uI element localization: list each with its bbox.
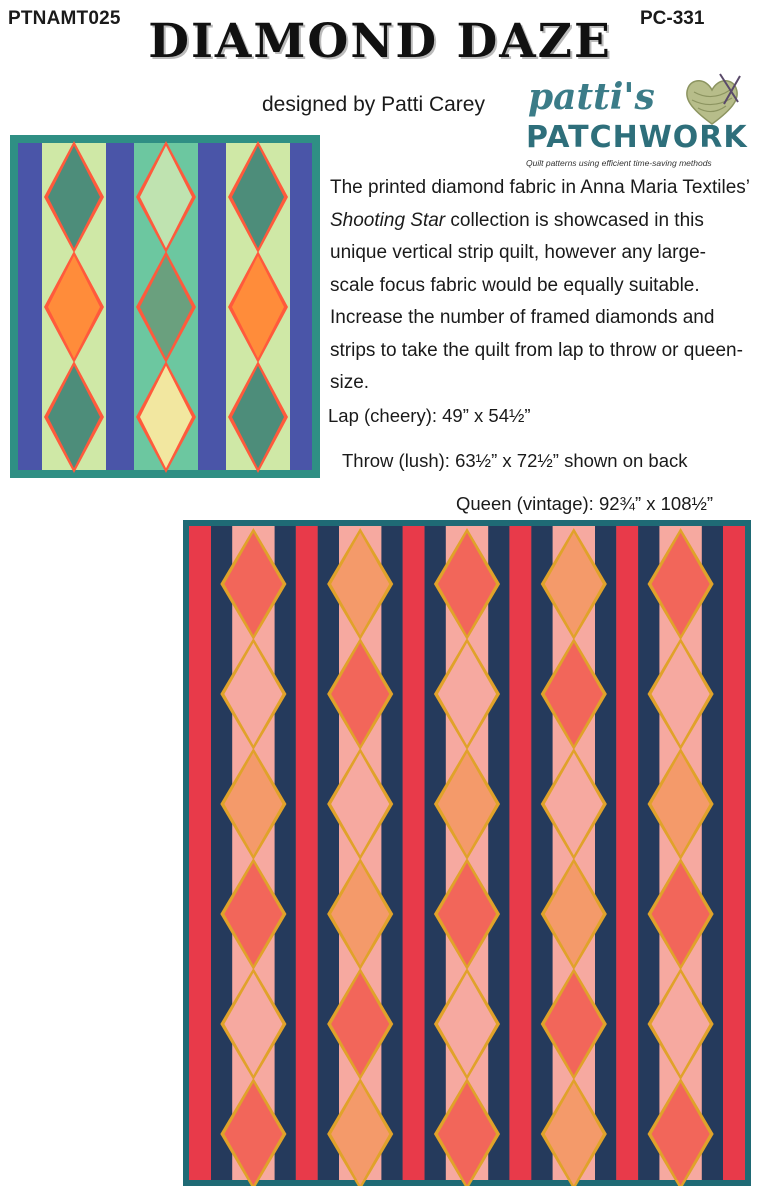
- pc-code: PC-331: [640, 8, 705, 29]
- description: [330, 172, 750, 400]
- lap-strip: [198, 143, 226, 470]
- description-part2: collection is showcased in this unique vertical strip quilt, however any large-scale focus fabric would be equally suitable. Increase the number of framed diamonds and strips to take the quilt from lap to throw or queen-size.: [330, 209, 743, 393]
- size-queen: Queen (vintage): 92¾” x 108½”: [456, 493, 714, 514]
- description-part1: The printed diamond fabric in Anna Maria Textiles’: [330, 177, 750, 198]
- page-title: DIAMOND DAZE: [148, 14, 612, 69]
- collection-name: Shooting Star: [330, 209, 446, 231]
- lap-quilt-image: [10, 135, 320, 478]
- queen-red-strip: [723, 526, 745, 1180]
- queen-red-strip: [616, 526, 638, 1180]
- queen-quilt-image: [183, 520, 751, 1186]
- pattis-patchwork-logo: [522, 78, 758, 174]
- lap-strip: [106, 143, 134, 470]
- queen-red-strip: [296, 526, 318, 1180]
- queen-red-strip: [509, 526, 531, 1180]
- logo-main-text: PATCHWORK: [526, 120, 748, 155]
- lap-strip: [290, 143, 312, 470]
- pattern-code: PTNAMT025: [8, 8, 121, 29]
- size-lap: Lap (cheery): 49” x 54½”: [328, 405, 531, 426]
- size-throw: Throw (lush): 63½” x 72½” shown on back: [342, 450, 688, 471]
- logo-script-text: patti's: [528, 76, 655, 118]
- logo-tagline: Quilt patterns using efficient time-saving methods: [526, 158, 712, 168]
- queen-red-strip: [189, 526, 211, 1180]
- queen-red-strip: [403, 526, 425, 1180]
- lap-strip: [18, 143, 42, 470]
- designer-credit: designed by Patti Carey: [262, 93, 485, 116]
